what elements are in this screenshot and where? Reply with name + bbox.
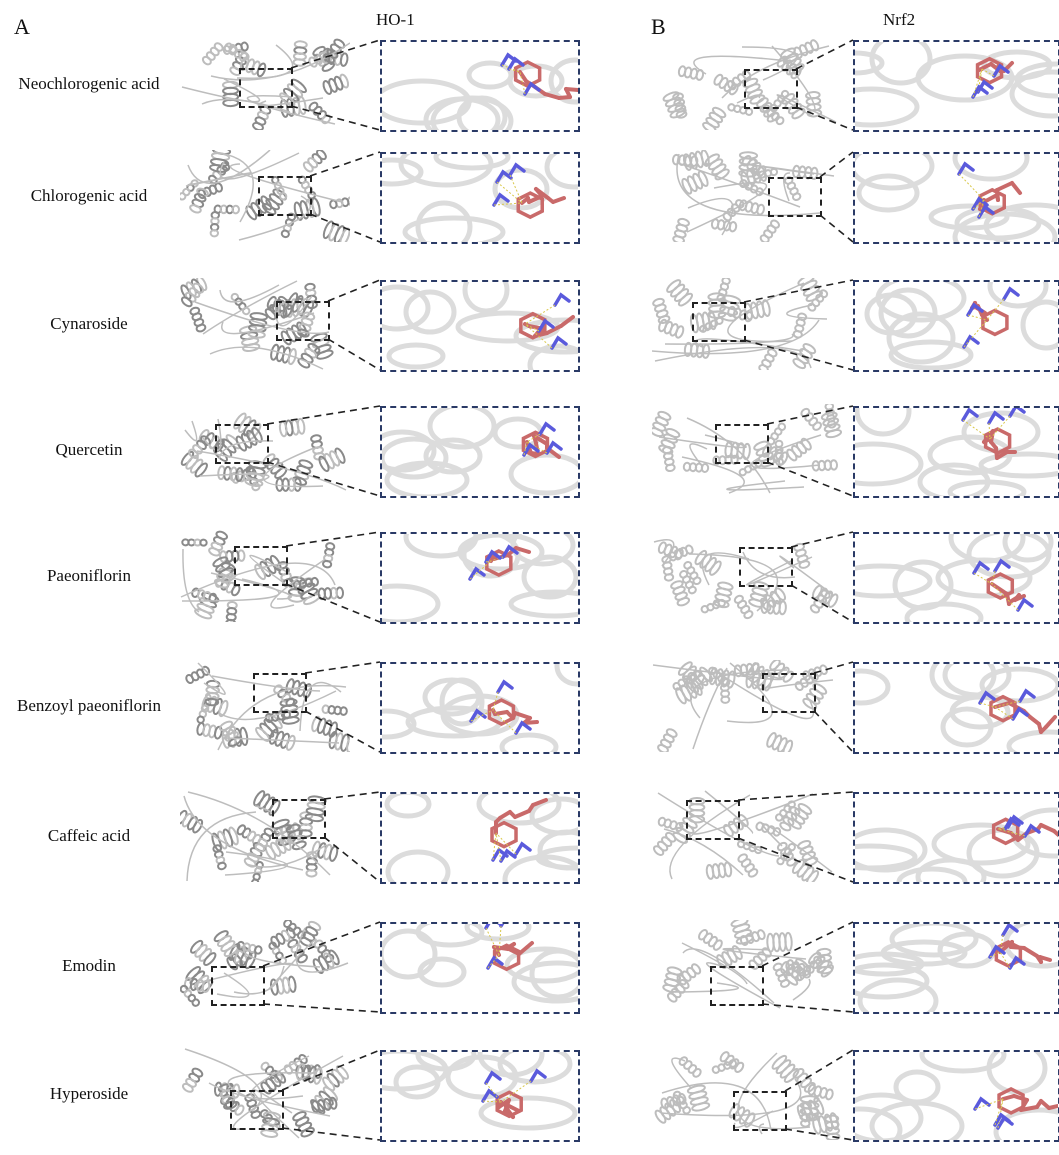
binding-site-selection-box <box>762 673 816 713</box>
binding-site-selection-box <box>733 1091 787 1131</box>
binding-site-selection-box <box>234 546 288 586</box>
binding-site-selection-box <box>744 69 798 109</box>
compound-label: Emodin <box>62 956 116 975</box>
nrf2-binding-pocket-zoom <box>853 40 1059 132</box>
ho1-binding-pocket-zoom <box>380 406 580 498</box>
residue-stick-icon <box>975 1099 1012 1128</box>
compound-label: Chlorogenic acid <box>30 186 148 205</box>
binding-site-selection-box <box>739 547 793 587</box>
compound-label: Cynaroside <box>50 314 128 333</box>
compound-row <box>0 278 1059 370</box>
binding-site-selection-box <box>215 424 269 464</box>
binding-site-selection-box <box>686 800 740 840</box>
compound-label: Benzoyl paeoniflorin <box>17 696 161 715</box>
residue-stick-icon <box>493 833 530 861</box>
compound-row <box>0 790 1059 882</box>
compound-label: Paeoniflorin <box>46 566 132 585</box>
binding-site-selection-box <box>253 673 307 713</box>
ho1-binding-pocket-zoom <box>380 922 580 1014</box>
binding-site-selection-box <box>239 68 293 108</box>
nrf2-binding-pocket-zoom <box>853 662 1059 754</box>
compound-row <box>0 530 1059 622</box>
residue-stick-icon <box>964 289 1018 347</box>
binding-site-selection-box <box>230 1090 284 1130</box>
nrf2-binding-pocket-zoom <box>853 1050 1059 1142</box>
ho1-binding-pocket-zoom <box>380 40 580 132</box>
nrf2-binding-pocket-zoom <box>853 792 1059 884</box>
binding-site-selection-box <box>258 176 312 216</box>
nrf2-binding-pocket-zoom <box>853 280 1059 372</box>
ho1-protein-structure <box>180 920 350 1012</box>
ho1-binding-pocket-zoom <box>380 1050 580 1142</box>
binding-site-selection-box <box>710 966 764 1006</box>
protein-cartoon-icon <box>180 920 350 1012</box>
nrf2-protein-structure <box>652 790 842 882</box>
ho1-binding-pocket-zoom <box>380 662 580 754</box>
binding-site-selection-box <box>768 177 822 217</box>
ho1-binding-pocket-zoom <box>380 792 580 884</box>
compound-label: Hyperoside <box>49 1084 129 1103</box>
compound-row <box>0 660 1059 752</box>
protein-cartoon-icon <box>652 278 842 370</box>
ligand-stick-icon <box>497 1092 521 1117</box>
panel-title-nrf2: Nrf2 <box>883 10 916 29</box>
nrf2-binding-pocket-zoom <box>853 152 1059 244</box>
panel-letter-b: B <box>651 14 666 39</box>
nrf2-binding-pocket-zoom <box>853 406 1059 498</box>
protein-cartoon-icon <box>652 790 842 882</box>
compound-label: Caffeic acid <box>47 826 131 845</box>
compound-row <box>0 38 1059 130</box>
compound-row <box>0 150 1059 242</box>
panel-letter-a: A <box>14 14 30 39</box>
compound-label: Neochlorogenic acid <box>18 74 160 93</box>
nrf2-protein-structure <box>652 278 842 370</box>
compound-row <box>0 920 1059 1012</box>
binding-site-selection-box <box>211 966 265 1006</box>
binding-site-selection-box <box>276 301 330 341</box>
compound-row <box>0 1048 1059 1140</box>
binding-site-selection-box <box>692 302 746 342</box>
binding-site-selection-box <box>272 799 326 839</box>
compound-label: Quercetin <box>55 440 123 459</box>
ligand-stick-icon <box>518 189 564 217</box>
binding-site-selection-box <box>715 424 769 464</box>
ho1-binding-pocket-zoom <box>380 152 580 244</box>
ho1-binding-pocket-zoom <box>380 532 580 624</box>
panel-title-ho1: HO-1 <box>376 10 415 29</box>
ho1-binding-pocket-zoom <box>380 280 580 372</box>
nrf2-binding-pocket-zoom <box>853 532 1059 624</box>
nrf2-binding-pocket-zoom <box>853 922 1059 1014</box>
compound-row <box>0 404 1059 496</box>
